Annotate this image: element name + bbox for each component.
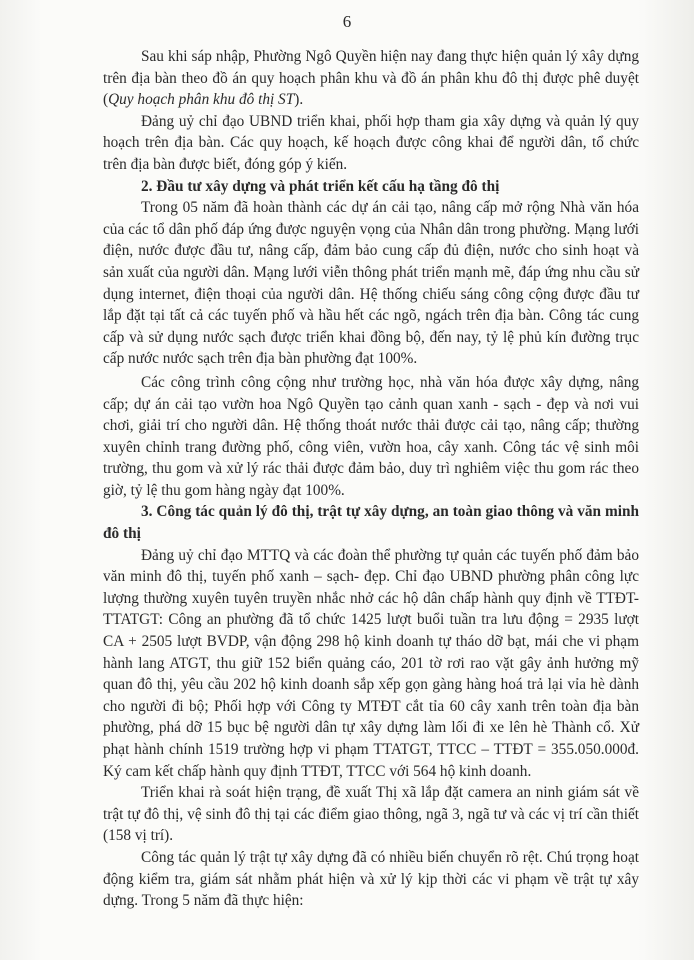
paragraph-camera: Triển khai rà soát hiện trạng, đề xuất Thị xã lắp đặt camera an ninh giám sát về trật tự đô thị, vệ sinh đô thị tại các điểm giao thông, ngã 3, ngã tư và các vị trí cần thiết (158 vị trí). bbox=[103, 784, 639, 845]
paragraph-construction-order: Công tác quản lý trật tự xây dựng đã có nhiều biến chuyển rõ rệt. Chú trọng hoạt động kiểm tra, giám sát nhằm phát hiện và xử lý kịp thời các vi phạm về trật tự xây dựng. Trong 5 năm đã thực hiện: bbox=[103, 848, 639, 910]
section-heading-2: 2. Đầu tư xây dựng và phát triển kết cấu hạ tầng đô thị bbox=[141, 177, 500, 195]
paragraph-party-direction: Đảng uỷ chỉ đạo UBND triển khai, phối hợp tham gia xây dựng và quản lý quy hoạch trên địa bàn. Các quy hoạch, kế hoạch được công khai để người dân, tổ chức trên địa bàn được biết, đóng góp ý kiến. bbox=[103, 112, 639, 173]
paragraph-infrastructure: Trong 05 năm đã hoàn thành các dự án cải tạo, nâng cấp mở rộng Nhà văn hóa của các tổ dân phố đáp ứng được nguyện vọng của Nhân dân trong phường. Mạng lưới điện, nước được đầu tư, nâng cấp, đảm bảo cung cấp đủ điện, nước cho sinh hoạt và sản xuất của người dân. Mạng lưới viễn thông phát triển mạnh mẽ, đáp ứng nhu cầu sử dụng internet, điện thoại của người dân. Hệ thống chiếu sáng công cộng được đầu tư lắp đặt tại tất cả các tuyến phố và hầu hết các ngõ, ngách trên địa bàn. Công tác cung cấp và sử dụng nước sạch được triển khai đồng bộ, đến nay, tỷ lệ phủ kín đường trục cấp nước nước sạch trên địa bàn phường đạt 100%. bbox=[103, 199, 639, 368]
page-number: 6 bbox=[342, 12, 352, 31]
section-heading-3: 3. Công tác quản lý đô thị, trật tự xây dựng, an toàn giao thông và văn minh đô thị bbox=[103, 503, 639, 543]
planning-name-italic: Quy hoạch phân khu đô thị ST bbox=[108, 91, 295, 109]
document-body bbox=[103, 46, 639, 912]
paragraph-urban-order: Đảng uỷ chỉ đạo MTTQ và các đoàn thể phường tự quản các tuyến phố đảm bảo văn minh đô thị, tuyến phố xanh – sạch- đẹp. Chỉ đạo UBND phường phân công lực lượng thường xuyên tuyên truyền nhắc nhở các hộ dân chấp hành quy định về TTĐT- TTATGT: Công an phường đã tổ chức 1425 lượt buổi tuần tra lưu động = 2935 lượt CA + 2505 lượt BVDP, vận động 298 hộ kinh doanh tự tháo dỡ bạt, mái che vi phạm hành lang ATGT, thu giữ 152 biển quảng cáo, 201 tờ rơi rao vặt gây ảnh hưởng mỹ quan đô thị, yêu cầu 202 hộ kinh doanh sắp xếp gọn gàng hàng hoá trả lại vỉa hè dành cho người đi bộ; Phối hợp với Công ty MTĐT cắt tỉa 60 cây xanh trên toàn địa bàn phường, phá dỡ 15 bục bệ người dân tự xây dựng làm lối đi xe lên hè Thành cổ. Xử phạt hành chính 1519 trường hợp vi phạm TTATGT, TTCC – TTĐT = 355.050.000đ. Ký cam kết chấp hành quy định TTĐT, TTCC với 564 hộ kinh doanh. bbox=[103, 546, 639, 780]
paragraph-planning-end: ). bbox=[294, 91, 304, 109]
paragraph-planning bbox=[103, 46, 639, 111]
paragraph-planning-text: Sau khi sáp nhập, Phường Ngô Quyền hiện nay đang thực hiện quản lý xây dựng trên địa bàn theo đồ án quy hoạch phân khu và đồ án phân khu đô thị được phê duyệt ( bbox=[103, 48, 639, 109]
paragraph-public-works: Các công trình công cộng như trường học, nhà văn hóa được xây dựng, nâng cấp; dự án cải tạo vườn hoa Ngô Quyền tạo cảnh quan xanh - sạch - đẹp và nơi vui chơi, giải trí cho người dân. Hệ thống thoát nước thải được cải tạo, nâng cấp; thường xuyên chỉnh trang đường phố, công viên, vườn hoa, cây xanh. Công tác vệ sinh môi trường, thu gom và xử lý rác thải được đảm bảo, duy trì nghiêm việc thu gom rác theo giờ, tỷ lệ thu gom hàng ngày đạt 100%. bbox=[103, 373, 639, 499]
